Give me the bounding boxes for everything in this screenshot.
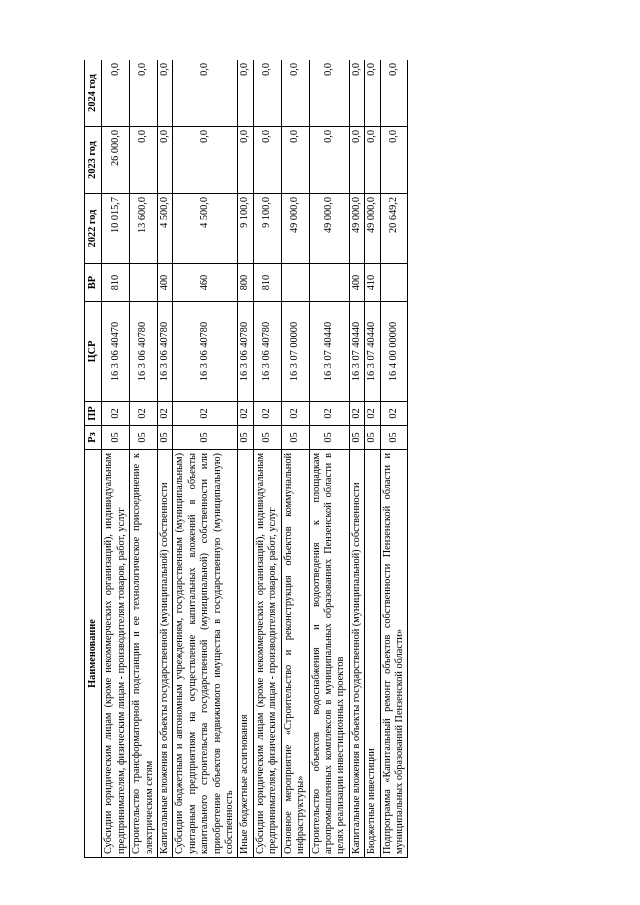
cell-vr: 410 xyxy=(365,264,380,302)
cell-rz: 05 xyxy=(349,426,364,450)
cell-name: Капитальные вложения в объекты государственной (муниципальной) собственности xyxy=(349,450,364,858)
cell-2022: 20 649,2 xyxy=(380,194,408,264)
cell-csr: 16 3 07 40440 xyxy=(349,302,364,402)
cell-2023: 0,0 xyxy=(281,127,309,194)
cell-pr: 02 xyxy=(365,402,380,426)
cell-csr: 16 3 06 40780 xyxy=(238,302,253,402)
cell-pr: 02 xyxy=(130,402,158,426)
cell-csr: 16 3 06 40470 xyxy=(102,302,130,402)
cell-2024: 0,0 xyxy=(349,60,364,127)
cell-rz: 05 xyxy=(309,426,349,450)
cell-vr: 810 xyxy=(102,264,130,302)
cell-pr: 02 xyxy=(102,402,130,426)
table-row xyxy=(365,60,380,858)
cell-2023: 0,0 xyxy=(238,127,253,194)
cell-csr: 16 3 06 40780 xyxy=(173,302,238,402)
cell-vr: 800 xyxy=(238,264,253,302)
header-vr: ВР xyxy=(85,264,102,302)
rotated-table-container xyxy=(84,60,523,858)
header-2024: 2024 год xyxy=(85,60,102,127)
cell-rz: 05 xyxy=(238,426,253,450)
cell-2024: 0,0 xyxy=(309,60,349,127)
header-name: Наименование xyxy=(85,450,102,858)
cell-vr: 400 xyxy=(158,264,173,302)
rotated-page-area xyxy=(84,60,523,858)
cell-vr xyxy=(281,264,309,302)
cell-vr xyxy=(130,264,158,302)
budget-table xyxy=(84,60,408,858)
cell-2022: 9 100,0 xyxy=(238,194,253,264)
cell-2023: 0,0 xyxy=(349,127,364,194)
cell-name: Субсидии юридическим лицам (кроме некоммерческих организаций), индивидуальным предпринимателям, физическим лицам - производителям товаров, работ, услуг xyxy=(102,450,130,858)
cell-pr: 02 xyxy=(158,402,173,426)
cell-csr: 16 3 07 40440 xyxy=(309,302,349,402)
table-row xyxy=(253,60,281,858)
cell-vr: 460 xyxy=(173,264,238,302)
cell-2023: 0,0 xyxy=(130,127,158,194)
cell-name: Иные бюджетные ассигнования xyxy=(238,450,253,858)
cell-name: Бюджетные инвестиции xyxy=(365,450,380,858)
cell-pr: 02 xyxy=(349,402,364,426)
cell-2024: 0,0 xyxy=(173,60,238,127)
cell-2022: 49 000,0 xyxy=(309,194,349,264)
cell-rz: 05 xyxy=(365,426,380,450)
cell-rz: 05 xyxy=(158,426,173,450)
cell-csr: 16 3 06 40780 xyxy=(158,302,173,402)
cell-name: Подпрограмма «Капитальный ремонт объектов собственности Пензенской области и муниципальных образований Пензенской области» xyxy=(380,450,408,858)
cell-2024: 0,0 xyxy=(102,60,130,127)
cell-rz: 05 xyxy=(130,426,158,450)
cell-2023: 0,0 xyxy=(158,127,173,194)
cell-pr: 02 xyxy=(173,402,238,426)
cell-name: Строительство объектов водоснабжения и водоотведения к площадкам агропромышленных комплексов в муниципальных образованиях Пензенской области в целях реализации инвестиционных проектов xyxy=(309,450,349,858)
cell-name: Строительство трансформаторной подстанции и ее технологическое присоединение к электрическим сетям xyxy=(130,450,158,858)
table-row xyxy=(102,60,130,858)
cell-2022: 9 100,0 xyxy=(253,194,281,264)
cell-2022: 49 000,0 xyxy=(281,194,309,264)
header-2023: 2023 год xyxy=(85,127,102,194)
cell-2024: 0,0 xyxy=(130,60,158,127)
table-row xyxy=(238,60,253,858)
cell-name: Субсидии бюджетным и автономным учреждениям, государственным (муниципальным) унитарным предприятиям на осуществление капитальных вложений в объекты капитального строительства государственной (муниципальной) собственности или приобретение объектов недвижимого имущества в государственную (муниципальную) собственность xyxy=(173,450,238,858)
cell-csr: 16 3 07 40440 xyxy=(365,302,380,402)
cell-rz: 05 xyxy=(102,426,130,450)
cell-2023: 0,0 xyxy=(173,127,238,194)
cell-2024: 0,0 xyxy=(380,60,408,127)
cell-csr: 16 3 06 40780 xyxy=(253,302,281,402)
table-row xyxy=(173,60,238,858)
table-row xyxy=(349,60,364,858)
cell-2024: 0,0 xyxy=(253,60,281,127)
cell-csr: 16 3 06 40780 xyxy=(130,302,158,402)
header-rz: Рз xyxy=(85,426,102,450)
cell-2024: 0,0 xyxy=(281,60,309,127)
cell-vr: 810 xyxy=(253,264,281,302)
cell-2022: 4 500,0 xyxy=(173,194,238,264)
cell-name: Субсидии юридическим лицам (кроме некоммерческих организаций), индивидуальным предпринимателям, физическим лицам - производителям товаров, работ, услуг xyxy=(253,450,281,858)
cell-rz: 05 xyxy=(281,426,309,450)
cell-2022: 13 600,0 xyxy=(130,194,158,264)
table-row xyxy=(281,60,309,858)
table-row xyxy=(130,60,158,858)
cell-2023: 0,0 xyxy=(309,127,349,194)
cell-pr: 02 xyxy=(380,402,408,426)
header-2022: 2022 год xyxy=(85,194,102,264)
table-row xyxy=(309,60,349,858)
cell-2022: 10 015,7 xyxy=(102,194,130,264)
cell-pr: 02 xyxy=(281,402,309,426)
cell-rz: 05 xyxy=(380,426,408,450)
cell-rz: 05 xyxy=(253,426,281,450)
cell-2023: 0,0 xyxy=(365,127,380,194)
cell-2022: 49 000,0 xyxy=(349,194,364,264)
table-row xyxy=(380,60,408,858)
header-pr: ПР xyxy=(85,402,102,426)
cell-name: Основное мероприятие «Строительство и реконструкция объектов коммунальной инфраструктуры» xyxy=(281,450,309,858)
cell-name: Капитальные вложения в объекты государственной (муниципальной) собственности xyxy=(158,450,173,858)
cell-vr xyxy=(309,264,349,302)
cell-2023: 0,0 xyxy=(253,127,281,194)
cell-2023: 0,0 xyxy=(380,127,408,194)
cell-csr: 16 4 00 00000 xyxy=(380,302,408,402)
cell-pr: 02 xyxy=(309,402,349,426)
cell-2023: 26 000,0 xyxy=(102,127,130,194)
table-row xyxy=(158,60,173,858)
cell-vr: 400 xyxy=(349,264,364,302)
cell-2022: 49 000,0 xyxy=(365,194,380,264)
cell-csr: 16 3 07 00000 xyxy=(281,302,309,402)
cell-2024: 0,0 xyxy=(158,60,173,127)
header-csr: ЦСР xyxy=(85,302,102,402)
cell-pr: 02 xyxy=(238,402,253,426)
cell-vr xyxy=(380,264,408,302)
cell-rz: 05 xyxy=(173,426,238,450)
cell-2024: 0,0 xyxy=(238,60,253,127)
table-header-row xyxy=(85,60,102,858)
cell-2022: 4 500,0 xyxy=(158,194,173,264)
cell-pr: 02 xyxy=(253,402,281,426)
cell-2024: 0,0 xyxy=(365,60,380,127)
